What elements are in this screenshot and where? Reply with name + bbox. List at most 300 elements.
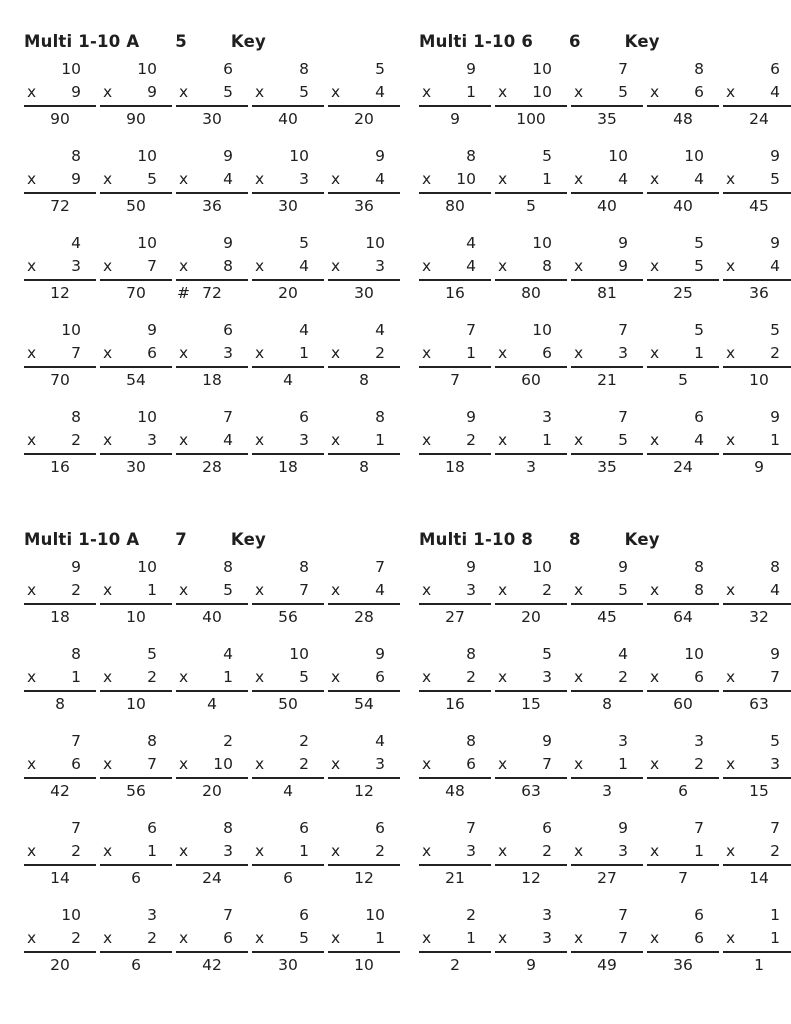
multiply-row — [24, 342, 96, 365]
answer — [24, 368, 96, 391]
multiplicand: 10 — [61, 60, 81, 78]
answer-value: 81 — [597, 284, 617, 302]
multiply-row — [571, 342, 643, 365]
multiplicand: 4 — [375, 732, 385, 750]
answer — [24, 281, 96, 304]
answer-value: 9 — [450, 110, 460, 128]
multiply-row — [419, 168, 491, 191]
worksheet-title: Multi 1-10 A — [24, 32, 140, 51]
problem — [176, 58, 248, 130]
multiplier: 4 — [770, 581, 780, 599]
multiply-sign: x — [103, 842, 113, 860]
answer-value: 20 — [354, 110, 374, 128]
answer-value: 18 — [445, 458, 465, 476]
multiply-sign: x — [650, 842, 660, 860]
problem — [252, 643, 324, 715]
multiply-sign: x — [179, 431, 189, 449]
multiply-row — [328, 666, 400, 689]
answer — [176, 455, 248, 478]
multiplicand: 10 — [684, 147, 704, 165]
answer-value: 4 — [207, 695, 217, 713]
multiplicand: 2 — [299, 732, 309, 750]
multiply-sign: x — [27, 170, 37, 188]
answer — [176, 107, 248, 130]
problem — [252, 730, 324, 802]
answer-value: 72 — [50, 197, 70, 215]
multiplicand: 9 — [223, 147, 233, 165]
answer-value: 20 — [202, 782, 222, 800]
answer — [419, 107, 491, 130]
multiplier: 3 — [375, 755, 385, 773]
answer — [647, 455, 719, 478]
multiplicand: 8 — [466, 732, 476, 750]
multiply-row — [176, 927, 248, 950]
multiplicand: 8 — [375, 408, 385, 426]
problem — [176, 145, 248, 217]
answer — [571, 281, 643, 304]
multiply-sign: x — [574, 929, 584, 947]
multiplicand: 6 — [299, 408, 309, 426]
multiplier: 1 — [223, 668, 233, 686]
problem — [495, 817, 567, 889]
multiplicand: 6 — [299, 906, 309, 924]
answer-value: 16 — [445, 695, 465, 713]
multiply-sign: x — [331, 83, 341, 101]
problem — [100, 319, 172, 391]
multiplier: 3 — [770, 755, 780, 773]
answer-value: 24 — [673, 458, 693, 476]
multiplicand: 7 — [223, 408, 233, 426]
worksheet-header — [419, 30, 790, 54]
multiplicand: 4 — [223, 645, 233, 663]
worksheet-number: 6 — [568, 32, 581, 51]
multiply-sign: x — [650, 755, 660, 773]
problem — [419, 904, 491, 976]
problem — [571, 643, 643, 715]
answer-value: 70 — [50, 371, 70, 389]
multiply-row — [723, 753, 791, 776]
multiplicand: 6 — [147, 819, 157, 837]
multiply-sign: x — [331, 842, 341, 860]
answer — [24, 953, 96, 976]
problem — [24, 904, 96, 976]
worksheet-title: Multi 1-10 8 — [419, 530, 534, 549]
multiply-row — [495, 753, 567, 776]
problem — [328, 232, 400, 304]
multiplicand: 8 — [71, 645, 81, 663]
answer-value: 20 — [50, 956, 70, 974]
multiply-row — [24, 579, 96, 602]
multiply-row — [252, 840, 324, 863]
problem — [100, 58, 172, 130]
multiplier: 1 — [375, 431, 385, 449]
problem — [176, 319, 248, 391]
answer-value: 56 — [126, 782, 146, 800]
multiplier: 2 — [299, 755, 309, 773]
problem — [252, 58, 324, 130]
multiplicand: 9 — [71, 558, 81, 576]
answer-value: 40 — [278, 110, 298, 128]
multiply-sign: x — [574, 431, 584, 449]
answer-value: 49 — [597, 956, 617, 974]
multiply-sign: x — [650, 581, 660, 599]
answer-value: 15 — [749, 782, 769, 800]
multiplicand: 4 — [466, 234, 476, 252]
multiply-sign: x — [422, 257, 432, 275]
problem — [252, 817, 324, 889]
multiply-sign: x — [179, 755, 189, 773]
multiply-sign: x — [726, 842, 736, 860]
problem — [419, 730, 491, 802]
answer — [647, 779, 719, 802]
problem — [723, 319, 791, 391]
multiplicand: 10 — [61, 321, 81, 339]
problem — [328, 643, 400, 715]
multiplier: 5 — [618, 581, 628, 599]
multiply-sign: x — [650, 668, 660, 686]
multiplier: 2 — [71, 929, 81, 947]
multiply-sign: x — [255, 431, 265, 449]
multiply-sign: x — [255, 668, 265, 686]
multiplicand: 5 — [299, 234, 309, 252]
answer-value: 54 — [354, 695, 374, 713]
worksheet-number: 5 — [175, 32, 187, 51]
answer-value: 16 — [445, 284, 465, 302]
multiply-sign: x — [179, 83, 189, 101]
worksheet-number: 7 — [175, 530, 187, 549]
multiply-row — [723, 579, 791, 602]
answer — [24, 692, 96, 715]
answer — [723, 692, 791, 715]
multiply-sign: x — [422, 929, 432, 947]
answer — [571, 866, 643, 889]
key-label: Key — [230, 530, 266, 549]
multiplier: 2 — [542, 581, 552, 599]
key-label: Key — [624, 530, 660, 549]
problem — [495, 145, 567, 217]
problem — [647, 817, 719, 889]
answer — [419, 779, 491, 802]
multiply-row — [571, 927, 643, 950]
answer-value: 7 — [678, 869, 688, 887]
multiply-row — [495, 168, 567, 191]
answer-value: 12 — [521, 869, 541, 887]
answer-value: 9 — [754, 458, 764, 476]
answer-value: 18 — [50, 608, 70, 626]
multiplicand: 9 — [375, 147, 385, 165]
answer-value: 15 — [521, 695, 541, 713]
problem — [571, 319, 643, 391]
multiply-row — [419, 255, 491, 278]
multiplicand: 10 — [532, 60, 552, 78]
answer-value: 8 — [359, 371, 369, 389]
multiplier: 2 — [466, 431, 476, 449]
multiply-row — [419, 579, 491, 602]
multiply-sign: x — [650, 431, 660, 449]
multiply-row — [647, 81, 719, 104]
multiplier: 5 — [618, 431, 628, 449]
multiplicand: 8 — [770, 558, 780, 576]
multiply-row — [252, 429, 324, 452]
multiply-row — [571, 81, 643, 104]
answer — [328, 194, 400, 217]
multiply-row — [419, 840, 491, 863]
problem — [647, 232, 719, 304]
problem — [100, 145, 172, 217]
multiplier: 4 — [223, 431, 233, 449]
multiply-row — [419, 753, 491, 776]
multiply-row — [176, 81, 248, 104]
multiply-row — [495, 666, 567, 689]
multiplier: 5 — [770, 170, 780, 188]
answer — [328, 605, 400, 628]
answer — [24, 107, 96, 130]
multiply-row — [419, 666, 491, 689]
problem — [328, 145, 400, 217]
multiplier: 2 — [466, 668, 476, 686]
answer — [647, 605, 719, 628]
problem — [495, 904, 567, 976]
multiplicand: 7 — [618, 60, 628, 78]
answer — [495, 866, 567, 889]
answer-value: 25 — [673, 284, 693, 302]
multiplier: 4 — [375, 83, 385, 101]
multiplicand: 4 — [375, 321, 385, 339]
answer-value: 6 — [131, 869, 141, 887]
multiplier: 6 — [375, 668, 385, 686]
multiplier: 1 — [466, 83, 476, 101]
multiply-row — [647, 666, 719, 689]
multiply-row — [100, 429, 172, 452]
answer — [723, 107, 791, 130]
answer — [252, 368, 324, 391]
multiplier: 2 — [375, 344, 385, 362]
multiply-sign: x — [650, 929, 660, 947]
multiply-sign: x — [498, 257, 508, 275]
multiplier: 3 — [466, 581, 476, 599]
multiplicand: 6 — [770, 60, 780, 78]
answer — [252, 692, 324, 715]
answer-value: 63 — [521, 782, 541, 800]
multiplier: 1 — [375, 929, 385, 947]
multiply-row — [24, 255, 96, 278]
multiplier: 4 — [466, 257, 476, 275]
multiplier: 4 — [299, 257, 309, 275]
multiplier: 7 — [299, 581, 309, 599]
answer — [495, 692, 567, 715]
answer — [176, 605, 248, 628]
multiply-row — [328, 753, 400, 776]
multiply-sign: x — [498, 929, 508, 947]
answer-value: 50 — [278, 695, 298, 713]
multiplier: 3 — [223, 842, 233, 860]
multiply-row — [419, 342, 491, 365]
answer — [723, 194, 791, 217]
answer-value: 2 — [450, 956, 460, 974]
answer — [723, 281, 791, 304]
multiply-row — [100, 927, 172, 950]
multiplier: 7 — [147, 257, 157, 275]
answer — [495, 605, 567, 628]
multiply-sign: x — [27, 929, 37, 947]
multiply-sign: x — [27, 83, 37, 101]
multiply-row — [571, 840, 643, 863]
multiply-row — [100, 666, 172, 689]
multiplier: 8 — [223, 257, 233, 275]
multiplier: 1 — [147, 842, 157, 860]
multiplicand: 10 — [532, 558, 552, 576]
multiplicand: 6 — [694, 408, 704, 426]
answer-prefix: # — [177, 284, 190, 302]
answer — [328, 281, 400, 304]
answer — [419, 281, 491, 304]
multiply-sign: x — [179, 344, 189, 362]
answer-value: 28 — [202, 458, 222, 476]
multiplier: 3 — [542, 929, 552, 947]
multiply-sign: x — [726, 344, 736, 362]
multiply-row — [100, 840, 172, 863]
multiplier: 4 — [694, 170, 704, 188]
answer — [723, 953, 791, 976]
answer — [100, 107, 172, 130]
answer-value: 8 — [55, 695, 65, 713]
multiplier: 1 — [299, 842, 309, 860]
multiply-row — [176, 753, 248, 776]
multiplicand: 7 — [71, 732, 81, 750]
answer — [647, 194, 719, 217]
answer — [176, 368, 248, 391]
answer — [495, 455, 567, 478]
problem — [723, 406, 791, 478]
answer — [100, 368, 172, 391]
problem — [328, 817, 400, 889]
multiply-sign: x — [726, 170, 736, 188]
answer-value: 30 — [202, 110, 222, 128]
multiply-row — [571, 168, 643, 191]
multiplicand: 7 — [770, 819, 780, 837]
problem — [328, 58, 400, 130]
multiplier: 4 — [223, 170, 233, 188]
answer-value: 72 — [202, 284, 222, 302]
answer — [100, 455, 172, 478]
answer-value: 40 — [673, 197, 693, 215]
answer — [176, 692, 248, 715]
answer — [419, 692, 491, 715]
answer — [100, 953, 172, 976]
problem — [495, 58, 567, 130]
answer-value: 50 — [126, 197, 146, 215]
multiplier: 5 — [223, 83, 233, 101]
answer-value: 27 — [445, 608, 465, 626]
multiplicand: 9 — [770, 645, 780, 663]
answer-value: 5 — [678, 371, 688, 389]
multiply-row — [176, 666, 248, 689]
answer-value: 14 — [749, 869, 769, 887]
answer-value: 27 — [597, 869, 617, 887]
multiply-row — [100, 753, 172, 776]
multiplicand: 7 — [618, 408, 628, 426]
problem — [419, 643, 491, 715]
multiply-row — [723, 255, 791, 278]
multiply-sign: x — [498, 581, 508, 599]
multiplier: 3 — [542, 668, 552, 686]
multiplier: 1 — [770, 929, 780, 947]
multiplier: 6 — [694, 83, 704, 101]
answer — [100, 281, 172, 304]
multiply-sign: x — [574, 755, 584, 773]
multiplicand: 6 — [299, 819, 309, 837]
answer — [495, 281, 567, 304]
multiply-sign: x — [574, 842, 584, 860]
multiply-row — [723, 927, 791, 950]
multiply-sign: x — [27, 755, 37, 773]
answer — [24, 455, 96, 478]
multiplicand: 9 — [147, 321, 157, 339]
multiply-sign: x — [179, 581, 189, 599]
multiplier: 7 — [147, 755, 157, 773]
multiplier: 3 — [299, 170, 309, 188]
multiply-sign: x — [255, 170, 265, 188]
multiplicand: 10 — [608, 147, 628, 165]
multiplicand: 10 — [137, 408, 157, 426]
multiply-sign: x — [422, 83, 432, 101]
multiply-row — [176, 255, 248, 278]
multiply-row — [252, 579, 324, 602]
answer — [328, 866, 400, 889]
answer — [176, 281, 248, 304]
multiply-row — [723, 666, 791, 689]
answer — [723, 455, 791, 478]
answer — [647, 107, 719, 130]
multiplier: 9 — [71, 83, 81, 101]
problem — [328, 730, 400, 802]
multiplier: 1 — [542, 170, 552, 188]
multiply-row — [100, 168, 172, 191]
multiplicand: 9 — [223, 234, 233, 252]
multiply-sign: x — [498, 431, 508, 449]
answer-value: 14 — [50, 869, 70, 887]
answer-value: 35 — [597, 110, 617, 128]
multiplicand: 9 — [466, 60, 476, 78]
multiplier: 3 — [147, 431, 157, 449]
multiplier: 2 — [71, 581, 81, 599]
multiply-sign: x — [27, 431, 37, 449]
multiply-sign: x — [726, 755, 736, 773]
multiply-sign: x — [103, 929, 113, 947]
answer — [419, 368, 491, 391]
multiply-sign: x — [422, 431, 432, 449]
multiplier: 4 — [618, 170, 628, 188]
worksheet-quadrant-bottom-left — [0, 528, 395, 976]
multiplier: 5 — [694, 257, 704, 275]
multiplier: 1 — [694, 344, 704, 362]
answer — [647, 953, 719, 976]
answer-value: 6 — [283, 869, 293, 887]
multiplier: 2 — [618, 668, 628, 686]
multiplicand: 8 — [147, 732, 157, 750]
answer-value: 48 — [445, 782, 465, 800]
multiply-row — [100, 342, 172, 365]
answer-value: 45 — [597, 608, 617, 626]
multiply-row — [647, 342, 719, 365]
problem — [100, 232, 172, 304]
answer-value: 35 — [597, 458, 617, 476]
answer — [495, 107, 567, 130]
problem — [723, 643, 791, 715]
answer-value: 42 — [50, 782, 70, 800]
problem — [24, 145, 96, 217]
multiply-row — [419, 81, 491, 104]
